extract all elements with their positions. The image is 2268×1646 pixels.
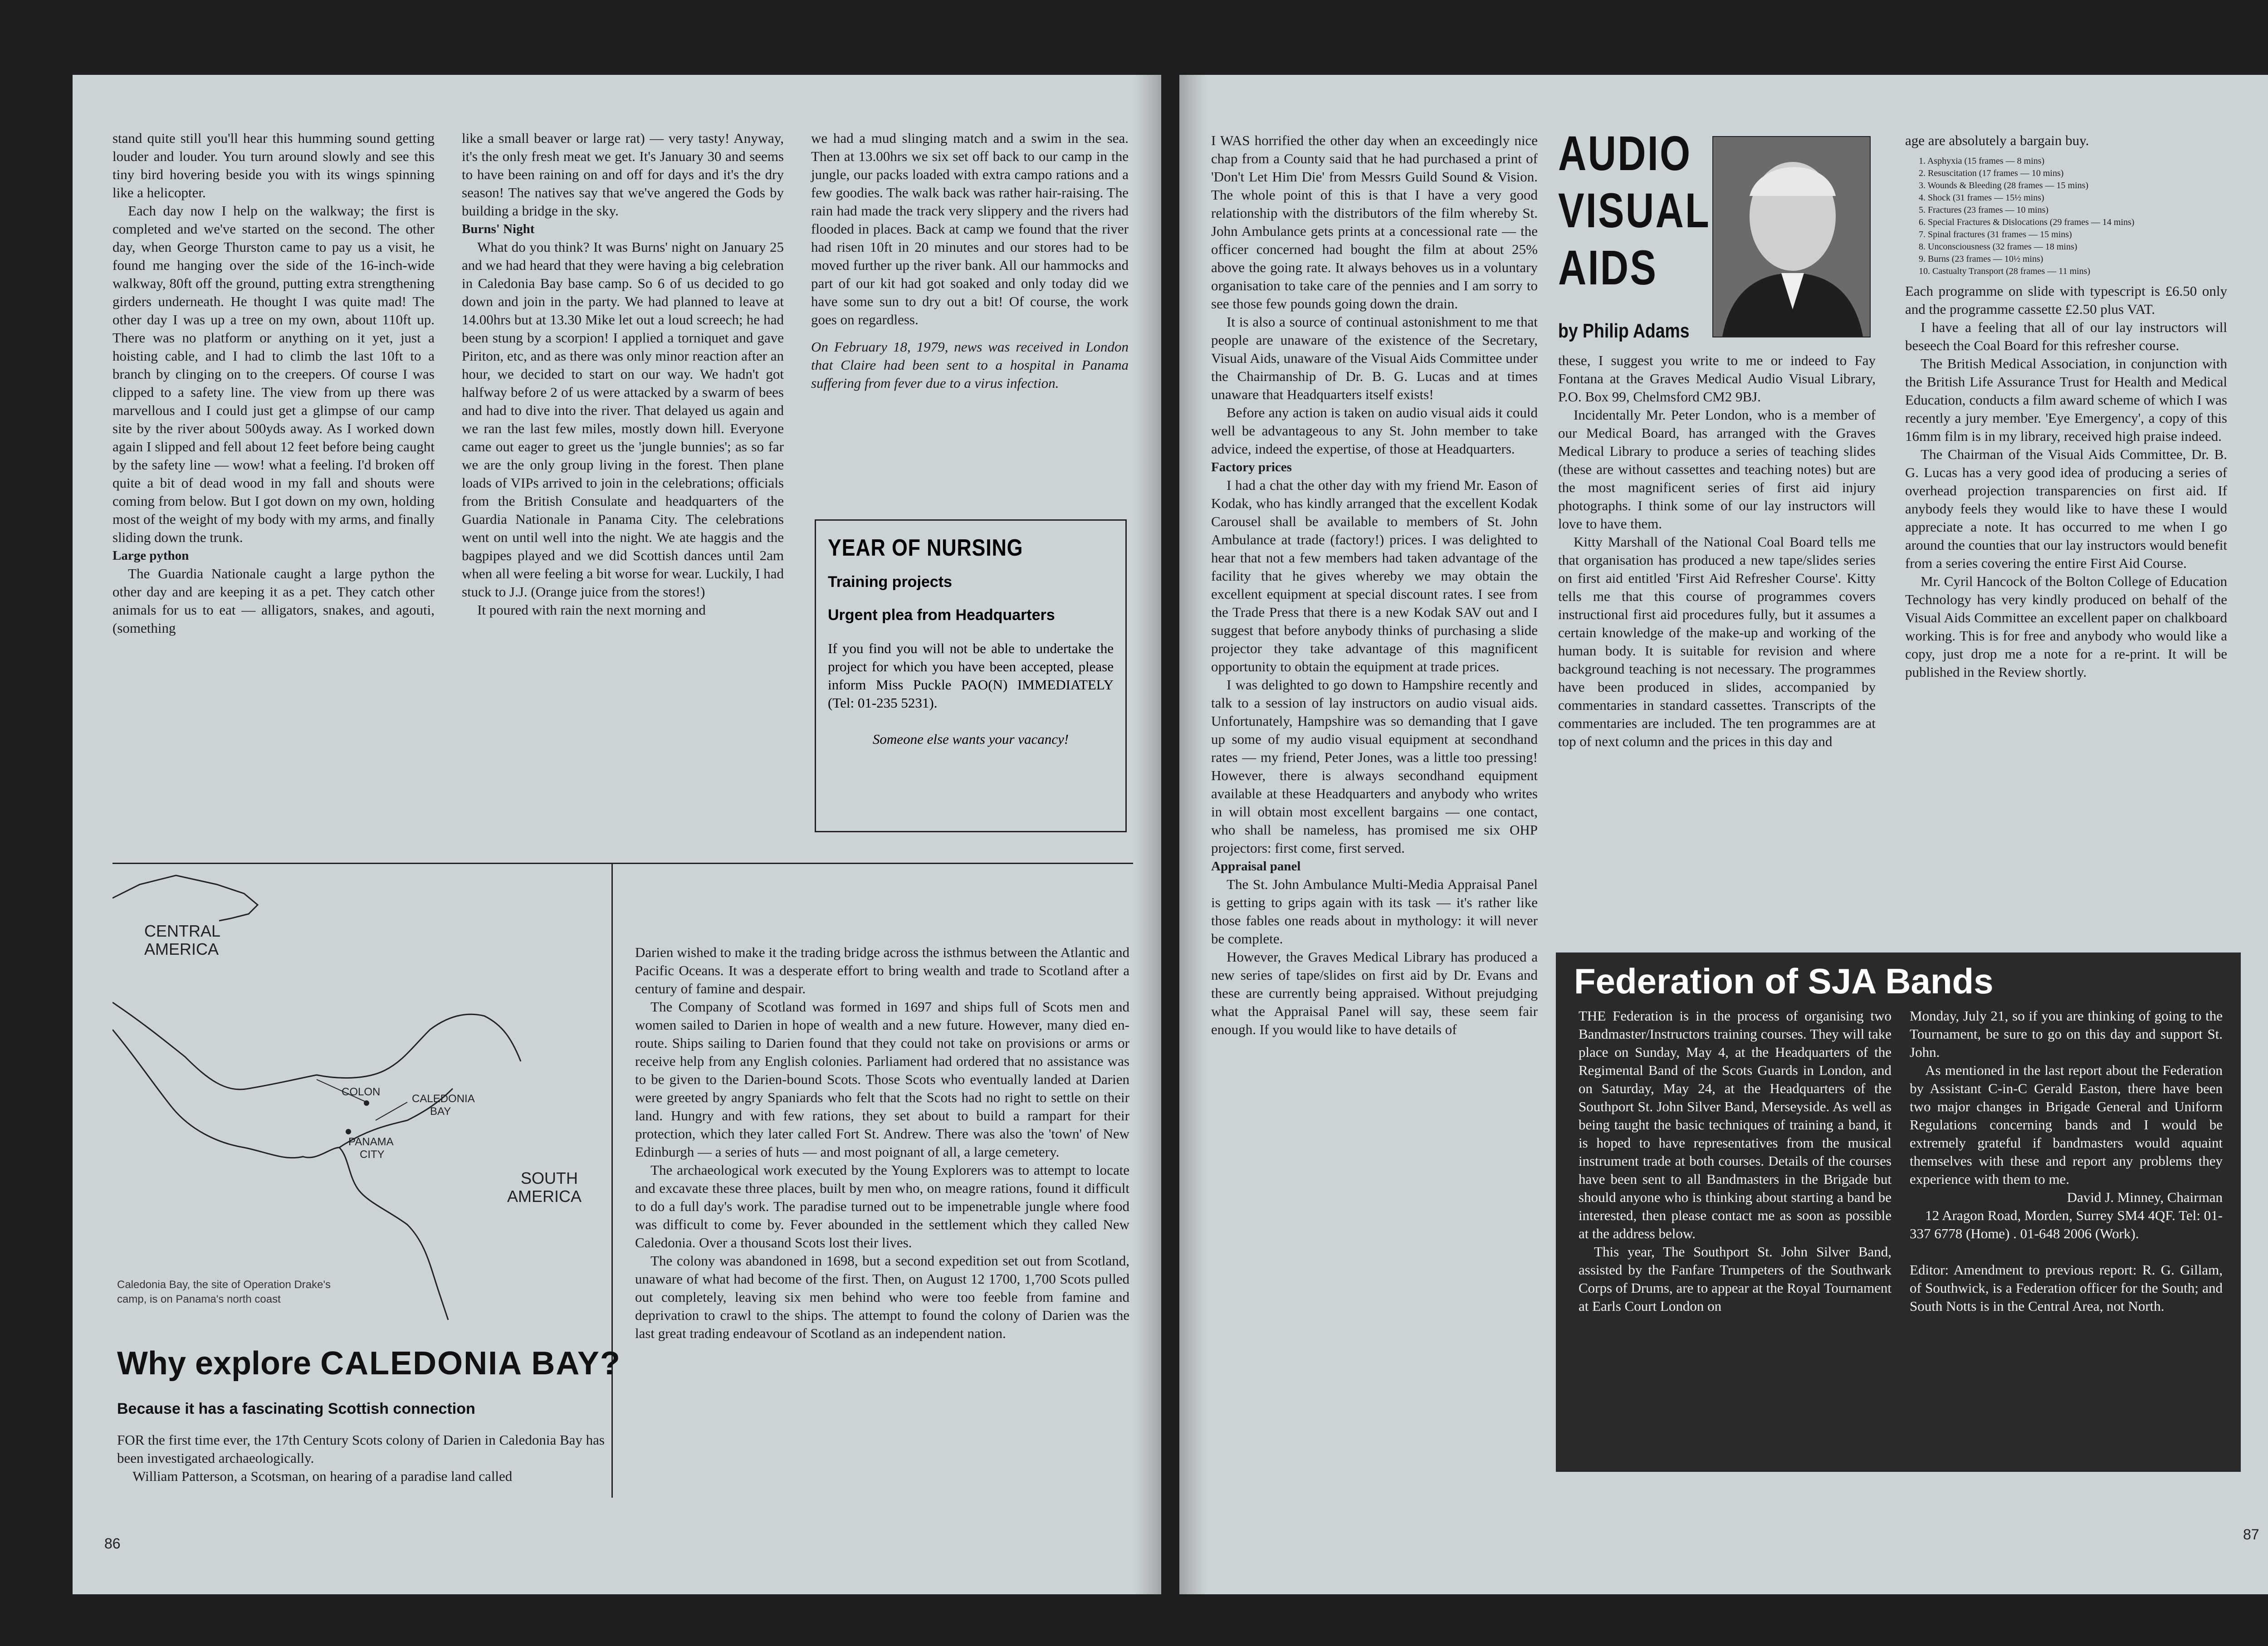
paragraph: The archaeological work executed by the Young Explorers was to attempt to locate and excavate these three places, built by men who, on meagre rations, found it difficult to do a full day's work. The paradise turned out to be impenetrable jungle where food was difficult to come by. Fever abounded in the settlement which they called New Caledonia. Over a thousand Scots lost their lives. <box>635 1162 1129 1250</box>
headline-prefix: Why explore <box>117 1345 321 1382</box>
map-label-panama-city: PANAMA <box>348 1136 394 1148</box>
list-item: 4. Shock (31 frames — 15½ mins) <box>1919 193 2044 203</box>
article-column-right <box>635 943 1129 1343</box>
list-item: 3. Wounds & Bleeding (28 frames — 15 mins) <box>1919 181 2089 190</box>
list-item: 8. Unconsciousness (32 frames — 18 mins) <box>1919 242 2077 252</box>
diary-column-3 <box>811 129 1129 392</box>
paragraph: I was delighted to go down to Hampshire recently and talk to a session of lay instructors on audio visual aids. Unfortunately, Hampshire was so demanding that I gave up some of my audio visual equipment at secondhand rates — my friend, Peter Jones, was a little too pressing! However, there is always secondhand equipment available at these Headquarters and anybody who writes in will obtain most excellent bargains — one contact, who shall be nameless, has promised me six OHP projectors: first come, first served. <box>1211 677 1538 856</box>
paragraph: Monday, July 21, so if you are thinking of going to the Tournament, be sure to go on this day and support St. John. <box>1910 1008 2223 1060</box>
caledonia-bay-map <box>112 866 607 1324</box>
paragraph: The Company of Scotland was formed in 1697 and ships full of Scots men and women sailed to Darien in hope of wealth and a new future. However, many died en-route. Ships sailing to Darien found that they could not take on provisions or arms or receive help from any English colonies. Parliament had ordered that no assistance was to be given to the Darien-bound Scots. Those Scots who eventually landed at Darien were greeted by angry Spaniards who felt that the Scots had no right to settle on their land. Hungry and with few rations, they set about to build a rampart for their protection, which they later called Fort St. Andrew. There was also the 'town' of New Edinburgh — a series of huts — and most poignant of all, a large cemetery. <box>635 999 1129 1160</box>
audio-visual-aids-title <box>1558 125 1711 296</box>
title-line: AIDS <box>1558 240 1658 295</box>
map-caption <box>117 1278 331 1307</box>
map-label-central-america: CENTRAL <box>144 922 221 940</box>
title-line: VISUAL <box>1558 183 1711 238</box>
address: 12 Aragon Road, Morden, Surrey SM4 4QF. Tel: 01-337 6778 (Home) . 01-648 2006 (Work). <box>1910 1207 2223 1241</box>
list-item: 5. Fractures (23 frames — 10 mins) <box>1919 205 2049 215</box>
paragraph: like a small beaver or large rat) — very tasty! Anyway, it's the only fresh meat we get. It's January 30 and seems to have been raining on and off for days and it's the dry season! The natives say that we've angered the Gods by building a bridge in the sky. <box>462 130 784 219</box>
horizontal-rule <box>112 863 1133 864</box>
gutter-shadow <box>1134 75 1161 1594</box>
map-label-caledonia-bay: BAY <box>430 1105 451 1118</box>
diary-column-1 <box>112 129 435 637</box>
paragraph: Darien wished to make it the trading bridge across the isthmus between the Atlantic and Pacific Oceans. It was a desperate effort to bring wealth and trade to Scotland after a century of famine and despair. <box>635 944 1129 996</box>
subheading-appraisal-panel: Appraisal panel <box>1211 859 1301 874</box>
left-page <box>73 75 1161 1594</box>
nursing-footer: Someone else wants your vacancy! <box>872 731 1069 747</box>
paragraph: FOR the first time ever, the 17th Century Scots colony of Darien in Caledonia Bay has been investigated archaeologically. <box>117 1432 605 1466</box>
vertical-rule <box>611 863 613 1498</box>
paragraph: The Guardia Nationale caught a large python the other day and are keeping it as a pet. They catch other animals for us to eat — alligators, snakes, and agouti, (something <box>112 566 435 636</box>
italic-note: On February 18, 1979, news was received in London that Claire had been sent to a hospital in Panama suffering from fever due to a virus infection. <box>811 339 1129 391</box>
audio-visual-column-1 <box>1211 132 1538 1039</box>
map-coastline-central <box>112 1002 521 1089</box>
audio-visual-column-2 <box>1558 352 1876 751</box>
portrait-photo <box>1713 137 1870 337</box>
nursing-body: If you find you will not be able to undertake the project for which you have been accepted, please inform Miss Puckle PAO(N) IMMEDIATELY (Tel: 01-235 5231). <box>828 640 1114 711</box>
gutter-shadow <box>1179 75 1207 1594</box>
paragraph: William Patterson, a Scotsman, on hearing of a paradise land called <box>132 1468 513 1484</box>
paragraph: The colony was abandoned in 1698, but a second expedition set out from Scotland, unaware of what had become of the first. Then, on August 12 1700, 1,700 Scots pulled out completely, leaving six men behind who were too feeble from famine and deprivation to crawl to the ships. The attempt to found the colony of Darien was the last great trading endeavour of Scotland as an independent nation. <box>635 1253 1129 1341</box>
audio-visual-column-3 <box>1905 132 2227 681</box>
list-item: 6. Special Fractures & Dislocations (29 frames — 14 mins) <box>1919 217 2135 227</box>
map-label-central-america: AMERICA <box>144 940 219 958</box>
map-label-panama-city: CITY <box>360 1148 385 1161</box>
federation-title: Federation of SJA Bands <box>1574 961 1994 1001</box>
paragraph: It poured with rain the next morning and <box>477 602 706 618</box>
caption-line: camp, is on Panama's north coast <box>117 1293 281 1305</box>
map-coastline-south <box>112 1030 448 1320</box>
map-coastline-north <box>112 875 258 921</box>
year-of-nursing-box <box>815 519 1127 832</box>
paragraph: It is also a source of continual astonishment to me that people are unaware of the existence of the Secretary, Visual Aids, unaware of the Visual Aids Committee under the Chairmanship of Dr. B. G. Lucas and at times unaware that Headquarters itself exists! <box>1211 314 1538 402</box>
paragraph: The Chairman of the Visual Aids Committee, Dr. B. G. Lucas has a very good idea of producing a series of overhead projection transparencies on first aid. If anybody feels they would like to have these I would appreciate a note. It has occurred to me when I go around the counties that our lay instructors would benefit from a series covering the entire First Aid Course. <box>1905 446 2227 571</box>
list-item: 9. Burns (23 frames — 10½ mins) <box>1919 254 2043 264</box>
article-column-left <box>117 1431 605 1485</box>
page-number-left: 86 <box>104 1535 121 1552</box>
map-dot-colon <box>364 1100 369 1106</box>
list-item: 7. Spinal fractures (31 frames — 15 mins) <box>1919 230 2072 239</box>
paragraph: Incidentally Mr. Peter London, who is a member of our Medical Board, has arranged with the Graves Medical Library to produce a series of teaching slides (these are without cassettes and teaching notes) but are the most magnificent series of first aid injury photographs. I think some of our lay instructors will love to have them. <box>1558 407 1876 532</box>
paragraph: The St. John Ambulance Multi-Media Appraisal Panel is getting to grips again with its task — it's rather like those fables one reads about in mythology: it will never be complete. <box>1211 876 1538 947</box>
federation-column-right <box>1910 1007 2223 1315</box>
paragraph: This year, The Southport St. John Silver Band, assisted by the Fanfare Trumpeters of the Southwark Corps of Drums, are to appear at the Royal Tournament at Earls Court London on <box>1579 1244 1892 1314</box>
signature: David J. Minney, Chairman <box>2067 1189 2223 1205</box>
article-headline <box>117 1345 621 1382</box>
caption-line: Caledonia Bay, the site of Operation Drake's <box>117 1279 331 1291</box>
map-label-caledonia-bay: CALEDONIA <box>412 1093 475 1105</box>
paragraph: However, the Graves Medical Library has produced a new series of tape/slides on first aid by Dr. Evans and these are currently being appraised. Without prejudging what the Appraisal Panel will say, these seem fair enough. If you would like to have details of <box>1211 949 1538 1037</box>
paragraph: As mentioned in the last report about the Federation by Assistant C-in-C Gerald Easton, there have been two major changes in Brigade General and Uniform Regulations concerning bands and I would be extremely grateful if bandmasters would aquaint themselves with these and report any problems they experience with them to me. <box>1910 1062 2223 1187</box>
paragraph: What do you think? It was Burns' night on January 25 and we had heard that they were having a big celebration in Caledonia Bay base camp. So 6 of us decided to go down and join in the party. We had planned to leave at 14.00hrs but at 13.30 Mike let out a loud screech; he had been stung by a scorpion! I applied a torniquet and gave Piriton, etc, and as there was only minor reaction after an hour, we decided to start on our way. We hadn't got halfway before 2 of us were attacked by a swarm of bees and had to dive into the river. That delayed us again and we ran the last few miles, mostly down hill. Everyone came out eager to greet us the 'jungle bunnies'; as so far we are the only group living in the forest. Then plane loads of VIPs arrived to join in the celebrations; officials from the British Consulate and headquarters of the Guardia Nationale in Panama City. The celebrations went on until well into the night. We ate haggis and the bagpipes played and we did Scottish dances until 2am when all were feeling a bit worse for wear. Luckily, I had stuck to J.J. (Orange juice from the stores!) <box>462 239 784 600</box>
subheading-burns-night: Burns' Night <box>462 222 535 236</box>
paragraph: age are absolutely a bargain buy. <box>1905 132 2089 148</box>
title-line: AUDIO <box>1558 126 1692 181</box>
paragraph: Each programme on slide with typescript is £6.50 only and the programme cassette £2.50 plus VAT. <box>1905 283 2227 317</box>
paragraph: stand quite still you'll hear this humming sound getting louder and louder. You turn around slowly and see this tiny bird hovering beside you with its wings spinning like a helicopter. <box>112 130 435 200</box>
map-label-colon: COLON <box>342 1086 381 1098</box>
list-item: 1. Asphyxia (15 frames — 8 mins) <box>1919 156 2045 166</box>
subheading-factory-prices: Factory prices <box>1211 460 1292 474</box>
paragraph: I have a feeling that all of our lay instructors will beseech the Coal Board for this refresher course. <box>1905 319 2227 353</box>
paragraph: I WAS horrified the other day when an exceedingly nice chap from a County said that he had purchased a print of 'Don't Let Him Die' from Messrs Guild Sound & Vision. The whole point of this is that I have a very good relationship with the distributors of the film whereby St. John Ambulance gets prints at a concessional rate — the officer concerned had bought the film at about 25% above the going rate. It always behoves us in a voluntary organisation to take care of the pennies and I am sorry to see those few pounds going down the drain. <box>1211 132 1538 312</box>
list-item: 2. Resuscitation (17 frames — 10 mins) <box>1919 168 2064 178</box>
programme-list <box>1919 155 2227 278</box>
federation-of-sja-bands-box <box>1556 952 2241 1472</box>
nursing-sub1: Training projects <box>828 573 952 591</box>
map-label-south-america: AMERICA <box>507 1187 582 1206</box>
paragraph: Mr. Cyril Hancock of the Bolton College of Education Technology has very kindly produced on behalf of the Visual Aids Committee an excellent paper on chalkboard working. This is for free and anybody who would like a copy, just drop me a note for a re-print. It will be published in the Review shortly. <box>1905 573 2227 680</box>
diary-column-2 <box>462 129 784 619</box>
article-subheadline: Because it has a fascinating Scottish connection <box>117 1400 475 1417</box>
nursing-title: YEAR OF NURSING <box>828 535 1023 561</box>
paragraph: these, I suggest you write to me or indeed to Fay Fontana at the Graves Medical Audio Visual Library, P.O. Box 99, Chelmsford CM2 9BJ. <box>1558 352 1876 405</box>
nursing-sub2: Urgent plea from Headquarters <box>828 606 1055 624</box>
list-item: 10. Castualty Transport (28 frames — 11 mins) <box>1919 266 2091 276</box>
map-label-south-america: SOUTH <box>521 1169 578 1187</box>
federation-column-left <box>1579 1007 1892 1315</box>
page-number-right: 87 <box>2243 1526 2259 1543</box>
headline-main: CALEDONIA BAY? <box>320 1345 621 1382</box>
paragraph: Before any action is taken on audio visual aids it could well be advantageous to any St. John member to take advice, indeed the expertise, of those at Headquarters. <box>1211 405 1538 457</box>
map-dot-panama <box>346 1129 351 1134</box>
paragraph: we had a mud slinging match and a swim in the sea. Then at 13.00hrs we six set off back to our camp in the jungle, our packs loaded with extra campo rations and a few goodies. The walk back was rather hair-raising. The rain had made the track very slippery and the rivers had flooded in places. Back at camp we found that the river had risen 10ft in 20 minutes and our stores had to be moved further up the river bank. All our hammocks and part of our kit had got soaked and only today did we have some sun to dry out a bit! Of course, the work goes on regardless. <box>811 130 1129 327</box>
paragraph: THE Federation is in the process of organising two Bandmaster/Instructors training courses. They will take place on Sunday, May 4, at the Headquarters of the Regimental Band of the Scots Guards in London, and on Saturday, May 24, at the Headquarters of the Southport St. John Silver Band, Merseyside. As well as being taught the basic techniques of training a band, it is hoped to have representatives from the musical instrument trade at both courses. Details of the courses have been sent to all Bandmasters in the Brigade but should anyone who is thinking about starting a band be interested, then please contact me as soon as possible at the address below. <box>1579 1008 1892 1241</box>
paragraph: Kitty Marshall of the National Coal Board tells me that organisation has produced a new tape/slides series on first aid entitled 'First Aid Refresher Course'. Kitty tells me that this course of programmes covers instructional first aid procedures fully, but it assumes a certain knowledge of the make-up and working of the human body. It is suitable for revision and where background teaching is not necessary. The programmes have been produced in slides, accompanied by commentaries in standard cassettes. Transcripts of the commentaries are included. The ten programmes are at top of next column and the prices in this day and <box>1558 534 1876 749</box>
byline: by Philip Adams <box>1558 320 1690 342</box>
subheading-large-python: Large python <box>112 548 189 563</box>
right-page <box>1179 75 2268 1594</box>
paragraph: Each day now I help on the walkway; the first is completed and we've started on the second. The other day, when George Thurston came to pay us a visit, he found me hanging over the side of the 16-inch-wide walkway, 80ft off the ground, putting extra strengthening girders underneath. He thought I was quite mad! The other day I was up a tree on my own, about 110ft up. There was no platform or anything on it yet, just a hoisting cable, and I had to climb the last 10ft to a branch by clinging on to the creepers. Of course I was clipped to a safety line. The view from up there was marvellous and I could just get a glimpse of our camp site by the river about 500yds away. As I worked down again I slipped and fell about 12 feet before being caught by the safety line — wow! what a feeling. I'd broken off quite a bit of dead wood in my fall and shouts were coming from below. But I got down on my own, holding most of the weight of my body with my arms, and finally sliding down the trunk. <box>112 203 435 545</box>
editor-note: Editor: Amendment to previous report: R. G. Gillam, of Southwick, is a Federation officer for the South; and South Notts is in the Central Area, not North. <box>1910 1262 2223 1314</box>
paragraph: I had a chat the other day with my friend Mr. Eason of Kodak, who has kindly arranged that the excellent Kodak Carousel shall be available to members of St. John Ambulance at trade (factory!) prices. I was delighted to hear that not a few members had taken advantage of the facility that he gives whereby we may obtain the excellent equipment at special discount rates. I see from the Trade Press that there is a new Kodak SAV out and I suggest that before anybody thinks of purchasing a slide projector they take advantage of this magnificent opportunity to obtain the equipment at trade prices. <box>1211 477 1538 674</box>
paragraph: The British Medical Association, in conjunction with the British Life Assurance Trust for Health and Medical Education, conducts a film award scheme of which I was recently a jury member. 'Eye Emergency', a copy of this 16mm film is in my library, received high praise indeed. <box>1905 356 2227 444</box>
author-portrait <box>1712 136 1871 337</box>
